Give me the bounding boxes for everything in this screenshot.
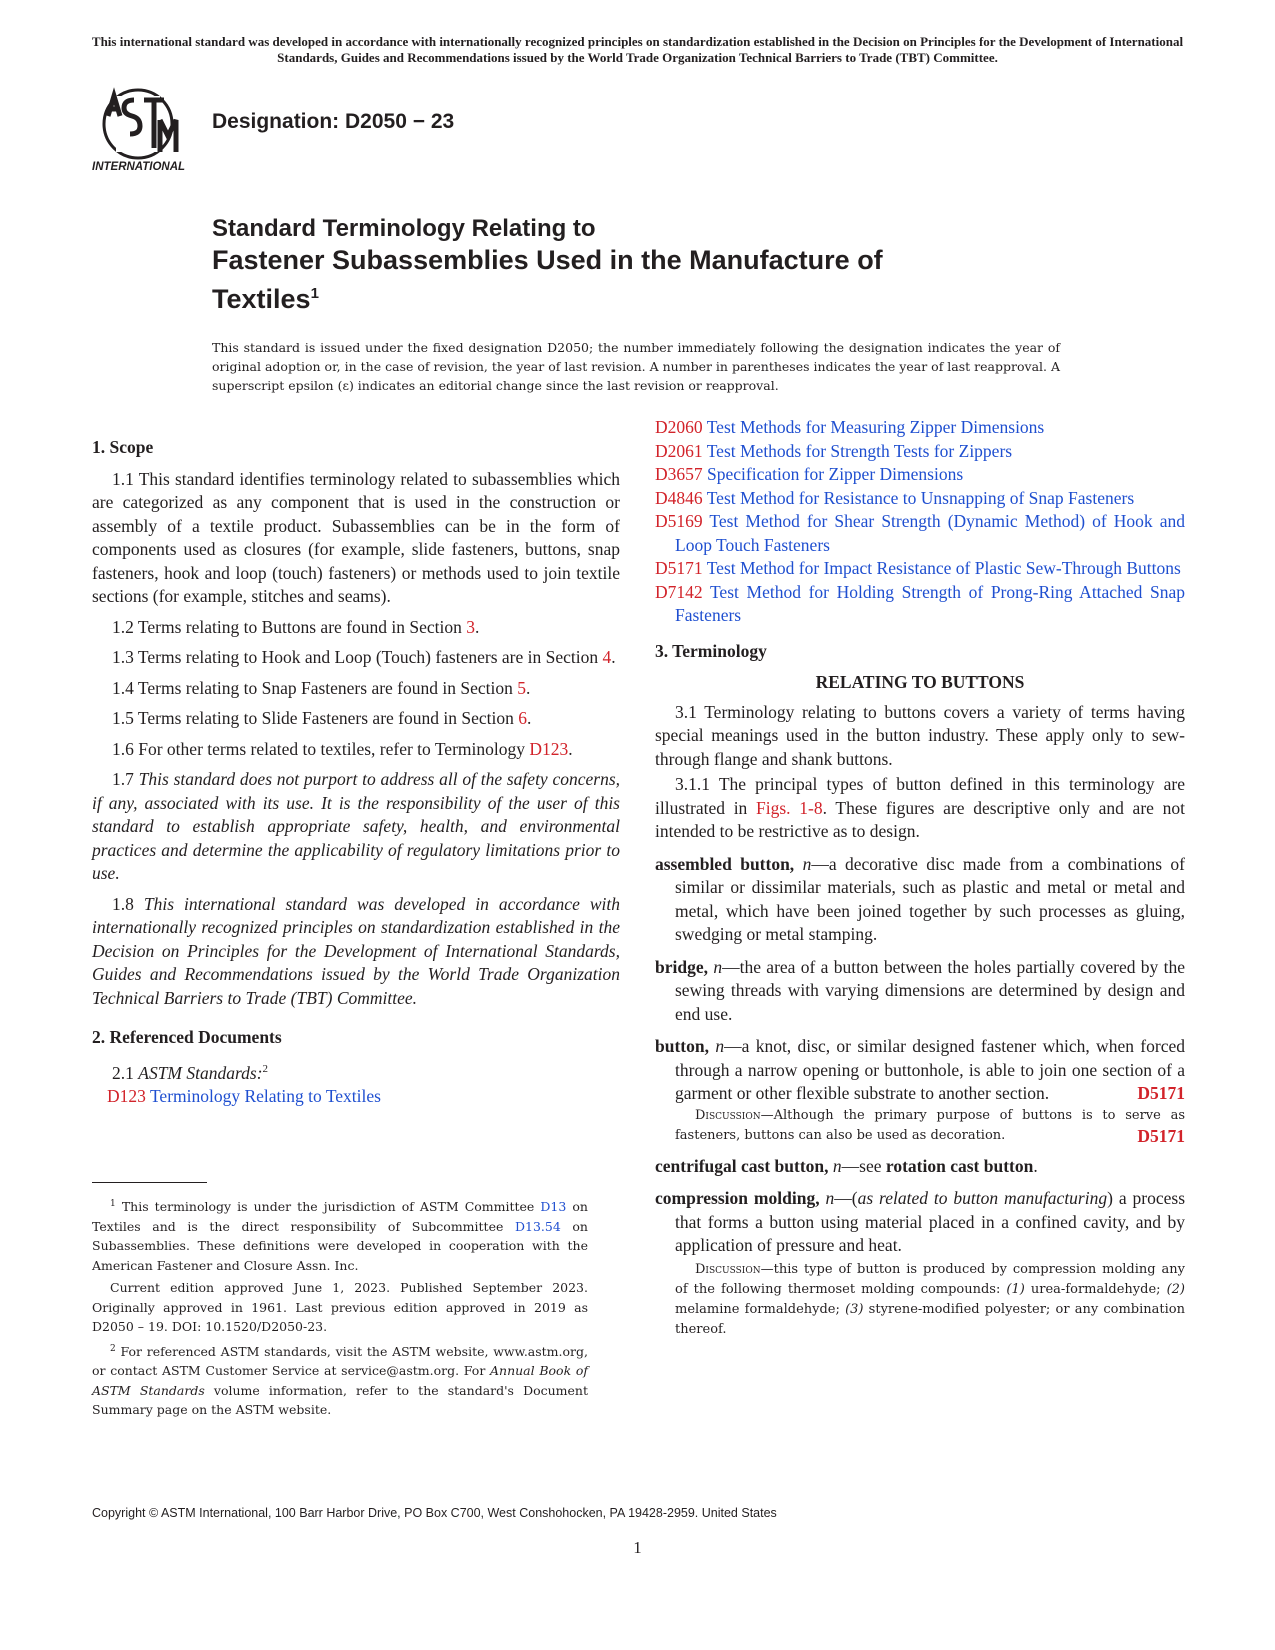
right-column [655, 416, 1185, 1349]
ref-d5169[interactable]: D5169 Test Method for Shear Strength (Dynamic Method) of Hook and Loop Touch Fasteners [655, 511, 1185, 555]
section-5-link[interactable]: 5 [517, 677, 526, 698]
para-2-1: 2.1 ASTM Standards:$^2$ [112, 1062, 269, 1083]
header-notice: This international standard was developed in accordance with internationally recognized principles on standardization established in the Decision on Principles for the Development of International Standards, Guides and Recommendations issued by the World Trade Organization Technical Barriers to Trade (TBT) Committee. [91, 34, 1184, 65]
para-1-3: 1.3 Terms relating to Hook and Loop (Touch) fasteners are in Section 4. [112, 647, 616, 667]
term-bridge: bridge, n—the area of a button between the holes partially covered by the sewing threads with varying dimensions are determined by design and end use. [655, 956, 1186, 1024]
compression-discussion: Discussion—this type of button is produced by compression molding any of the following thermoset molding compounds: (1) urea-formaldehyde; (2) melamine formaldehyde; (3) styrene-modified polyester; or any combination thereof. [675, 1261, 1186, 1337]
para-1-1: 1.1 This standard identifies terminology related to subassemblies which are categorized as any component that is used in the construction or assembly of a textile product. Subassemblies can be in the form of components used as closures (for example, slide fasteners, buttons, snap fasteners, hook and loop (touch) fasteners) or methods used to join textile sections (for example, stitches and seams). [92, 468, 620, 606]
title-footnote-mark: 1 [310, 285, 319, 302]
ref-d2060[interactable]: D2060 Test Methods for Measuring Zipper Dimensions [655, 417, 1045, 437]
button-discussion: Discussion—Although the primary purpose of buttons is to serve as fasteners, buttons can also be used as decoration. D5171 [675, 1107, 1185, 1146]
designation: Designation: D2050 − 23 [212, 110, 455, 133]
copyright: Copyright © ASTM International, 100 Barr Harbor Drive, PO Box C700, West Conshohocken, PA 19428-2959. United States [92, 1506, 777, 1520]
para-1-4: 1.4 Terms relating to Snap Fasteners are found in Section 5. [112, 677, 531, 698]
para-1-5: 1.5 Terms relating to Slide Fasteners are found in Section 6. [112, 708, 532, 728]
para-1-2: 1.2 Terms relating to Buttons are found in Section 3. [112, 616, 480, 637]
term-compression-molding: compression molding, n—(as related to button manufacturing) a process that forms a button using material placed in a confined cavity, and by application of pressure and heat. [655, 1188, 1186, 1255]
buttons-subheading: RELATING TO BUTTONS [815, 672, 1025, 692]
d13-54-link[interactable]: D13.54 [514, 1218, 561, 1234]
ref-d123[interactable]: D123 Terminology Relating to Textiles [107, 1085, 381, 1106]
logo-subtext: INTERNATIONAL [92, 161, 186, 173]
section-1-heading: 1. Scope [92, 437, 154, 457]
page-number: 1 [633, 1538, 642, 1557]
footnote-1-edition: Current edition approved June 1, 2023. Published September 2023. Originally approved in 1961. Last previous edition approved in 2019 as D2050 – 19. DOI: 10.1520/D2050-23. [92, 1280, 588, 1335]
title-line-2: Fastener Subassemblies Used in the Manufacture of [212, 245, 883, 275]
section-4-link[interactable]: 4 [602, 647, 612, 667]
footnote-divider [92, 1182, 207, 1183]
ref-d4846[interactable]: D4846 Test Method for Resistance to Unsnapping of Snap Fasteners [655, 487, 1135, 508]
para-3-1: 3.1 Terminology relating to buttons covers a variety of terms having special meanings used in the button industry. These apply only to sew-through flange and shank buttons. [655, 701, 1185, 769]
section-2-heading: 2. Referenced Documents [92, 1027, 282, 1047]
issuance-note: This standard is issued under the fixed designation D2050; the number immediately following the designation indicates the year of original adoption or, in the case of revision, the year of last revision. A number in parentheses indicates the year of last reapproval. A superscript epsilon (ε) indicates an editorial change since the last revision or reapproval. [212, 340, 1060, 393]
term-button: button, n—a knot, disc, or similar designed fastener which, when forced through a narrow opening or buttonhole, is able to join one section of a garment or other flexible substrate to another section. D5171 [655, 1035, 1185, 1106]
para-1-7: 1.7 This standard does not purport to address all of the safety concerns, if any, associated with its use. It is the responsibility of the user of this standard to establish appropriate safety, health, and environmental practices and determine the applicability of regulatory limitations prior to use. [92, 769, 621, 883]
para-3-1-1: 3.1.1 The principal types of button defined in this terminology are illustrated in Figs. 1-8. These figures are descriptive only and are not intended to be restrictive as to design. [655, 774, 1185, 841]
title-line-1: Standard Terminology Relating to [212, 215, 596, 242]
astm-logo-mark [104, 90, 176, 158]
ref-d3657[interactable]: D3657 Specification for Zipper Dimensions [655, 464, 964, 484]
footnote-1: $^1$ This terminology is under the jurisdiction of ASTM Committee D13 on Textiles and is the direct responsibility of Subcommittee D13.54 on Subassemblies. These definitions were developed in cooperation with the American Fastener and Closure Assn. Inc. [92, 1199, 588, 1273]
left-column [92, 436, 620, 1108]
button-discussion-source-link[interactable]: D5171 [1137, 1125, 1185, 1146]
para-1-6: 1.6 For other terms related to textiles, refer to Terminology D123. [112, 738, 573, 759]
ref-d7142[interactable]: D7142 Test Method for Holding Strength of Prong-Ring Attached Snap Fasteners [655, 581, 1185, 625]
ref-d2061[interactable]: D2061 Test Methods for Strength Tests for Zippers [655, 440, 1013, 461]
astm-logo [92, 86, 192, 178]
section-3-link[interactable]: 3 [466, 616, 475, 637]
footnote-2: $^2$ For referenced ASTM standards, visit the ASTM website, www.astm.org, or contact ASTM Customer Service at service@astm.org. For Annual Book of ASTM Standards volume information, refer to the standard's Document Summary page on the ASTM website. [92, 1343, 589, 1418]
term-centrifugal-cast-button: centrifugal cast button, n—see rotation cast button. [655, 1155, 1038, 1176]
ref-d5171[interactable]: D5171 Test Method for Impact Resistance of Plastic Sew-Through Buttons [655, 558, 1181, 578]
term-assembled-button: assembled button, n—a decorative disc made from a combinations of similar or dissimilar materials, such as plastic and metal or metal and metal, which have been joined together by such processes as gluing, swedging or metal stamping. [655, 853, 1185, 944]
footnotes [92, 1195, 588, 1423]
d13-link[interactable]: D13 [540, 1199, 567, 1215]
para-1-8: 1.8 This international standard was developed in accordance with internationally recognized principles on standardization established in the Decision on Principles for the Development of International Standards, Guides and Recommendations issued by the World Trade Organization Technical Barriers to Trade (TBT) Committee. [92, 893, 621, 1008]
title-line-3: Textiles [212, 284, 311, 314]
section-6-link[interactable]: 6 [518, 708, 527, 728]
d123-link[interactable]: D123 [529, 738, 569, 759]
button-source-link[interactable]: D5171 [1137, 1083, 1185, 1103]
document-title [212, 214, 1112, 316]
figs-link[interactable]: Figs. 1-8 [756, 797, 823, 818]
section-3-heading: 3. Terminology [655, 640, 767, 661]
